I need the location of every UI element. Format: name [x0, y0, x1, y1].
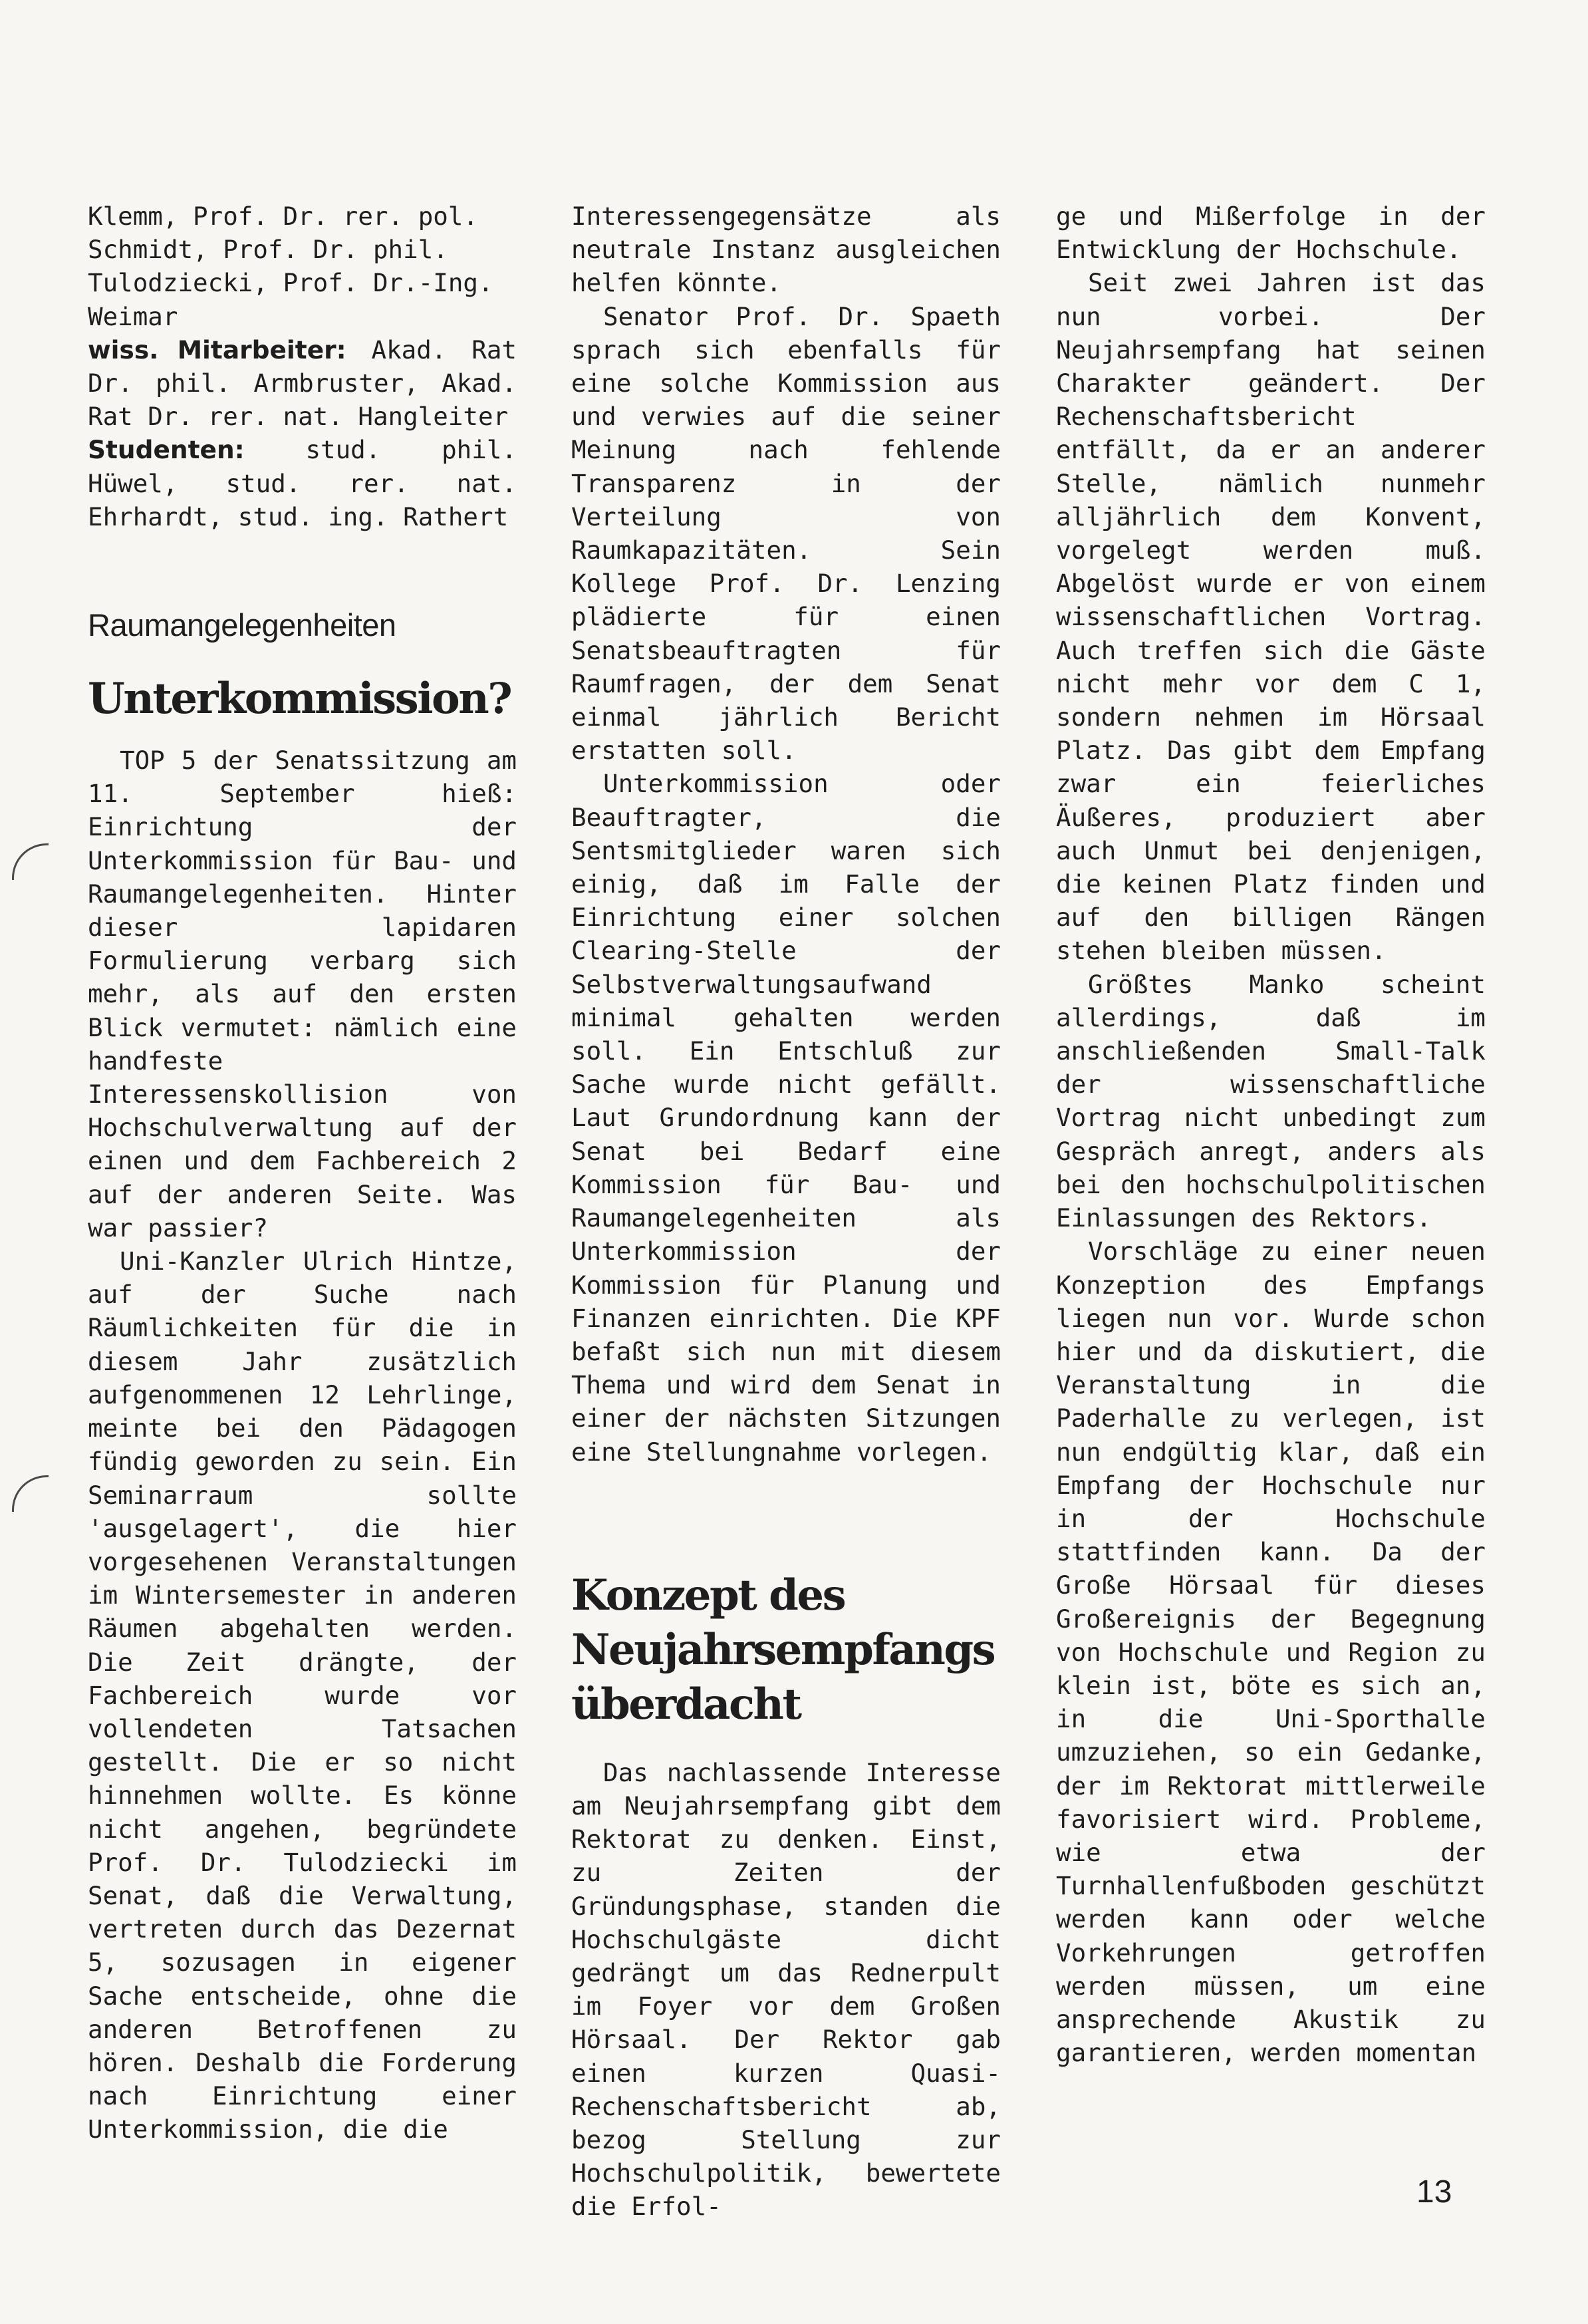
body-paragraph: Größtes Manko scheint allerdings, daß im anschließenden Small-Talk der wissenschaftliche Vortrag nicht unbedingt zum Gespräch anregt, anders als bei den hochschulpolitischen Einlassungen des Rektors.: [1056, 969, 1486, 1233]
students-paragraph: [88, 433, 517, 533]
body-paragraph: Seit zwei Jahren ist das nun vorbei. Der Neujahrsempfang hat seinen Charakter geändert. Der Rechenschaftsbericht entfällt, da er an anderer Stelle, nämlich nunmehr alljährlich dem Konvent, vorgelegt werden muß. Abgelöst wurde er von einem wissenschaftlichen Vortrag. Auch treffen sich die Gäste nicht mehr vor dem C 1, sondern nehmen im Hörsaal Platz. Das gibt dem Empfang zwar ein feierliches Äußeres, produziert aber auch Unmut bei denjenigen, die keinen Platz finden und auf den billigen Rängen stehen bleiben müssen.: [1056, 268, 1486, 966]
body-paragraph: Vorschläge zu einer neuen Konzeption des Empfangs liegen nun vor. Wurde schon hier und da diskutiert, die Veranstaltung in die Paderhalle zu verlegen, ist nun endgültig klar, daß ein Empfang der Hochschule nur in der Hochschule stattfinden kann. Da der Große Hörsaal für dieses Großereignis der Begegnung von Hochschule und Region zu klein ist, böte es sich an, in die Uni-Sporthalle umzuziehen, so ein Gedanke, der im Rektorat mittlerweile favorisiert wird. Probleme, wie etwa der Turnhallenfußboden geschützt werden kann oder welche Vorkehrungen getroffen werden müssen, um eine ansprechende Akustik zu garantieren, werden momentan: [1056, 1236, 1486, 2068]
body-paragraph: Senator Prof. Dr. Spaeth sprach sich ebenfalls für eine solche Kommission aus und verwies auf die seiner Meinung nach fehlende Transparenz in der Verteilung von Raumkapazitäten. Sein Kollege Prof. Dr. Lenzing plädierte für einen Senatsbeauftragten für Raumfragen, der dem Senat einmal jährlich Bericht erstatten soll.: [571, 301, 1001, 766]
body-paragraph: Uni-Kanzler Ulrich Hintze, auf der Suche nach Räumlichkeiten für die in diesem Jahr zusätzlich aufgenommenen 12 Lehrlinge, meinte bei den Pädagogen fündig geworden zu sein. Ein Seminarraum sollte 'ausgelagert', die hier vorgesehenen Veranstaltungen im Wintersemester in anderen Räumen abgehalten werden. Die Zeit drängte, der Fachbereich wurde vor vollendeten Tatsachen gestellt. Die er so nicht hinnehmen wollte. Es könne nicht angehen, begründete Prof. Dr. Tulodziecki im Senat, daß die Verwaltung, vertreten durch das Dezernat 5, sozusagen in eigener Sache entscheide, ohne die anderen Betroffenen zu hören. Deshalb die Forderung nach Einrichtung einer Unterkommission, die die: [88, 1246, 517, 2144]
students-text: stud. phil. Hüwel, stud. rer. nat. Ehrhardt, stud. ing. Rathert: [88, 435, 517, 531]
staff-paragraph: [88, 333, 517, 434]
students-label: Studenten:: [88, 435, 245, 465]
column-2: [571, 200, 1001, 2224]
headline-line: überdacht: [571, 1679, 801, 1729]
staff-label: wiss. Mitarbeiter:: [88, 335, 346, 364]
column-3: [1056, 200, 1486, 2069]
members-block: [88, 200, 517, 333]
member-line: Klemm, Prof. Dr. rer. pol.: [88, 202, 478, 231]
section-kicker: Raumangelegenheiten: [88, 607, 396, 643]
body-paragraph: TOP 5 der Senatssitzung am 11. September hieß: Einrichtung der Unterkommission für Bau- und Raumangelegenheiten. Hinter dieser lapidaren Formulierung verbarg sich mehr, als auf den ersten Blick vermutet: nämlich eine handfeste Interessenskollision von Hochschulverwaltung auf der einen und dem Fachbereich 2 auf der anderen Seite. Was war passier?: [88, 746, 517, 1242]
article-headline-2: [571, 1568, 1001, 1732]
member-line: Tulodziecki, Prof. Dr.-Ing.: [88, 268, 493, 298]
article-headline-1: Unterkommission?: [88, 674, 511, 724]
member-line: Weimar: [88, 301, 178, 331]
headline-line: Konzept des: [571, 1570, 845, 1620]
punch-hole-mark: [12, 1475, 49, 1512]
staff-text: Akad. Rat Dr. phil. Armbruster, Akad. Rat Dr. rer. nat. Hangleiter: [88, 335, 517, 432]
body-paragraph: ge und Mißerfolge in der Entwicklung der Hochschule.: [1056, 202, 1486, 265]
body-paragraph: Interessengegensätze als neutrale Instanz ausgleichen helfen könnte.: [571, 202, 1001, 298]
body-paragraph: Unterkommission oder Beauftragter, die Sentsmitglieder waren sich einig, daß im Falle der Einrichtung einer solchen Clearing-Stelle der Selbstverwaltungsaufwand minimal gehalten werden soll. Ein Entschluß zur Sache wurde nicht gefällt. Laut Grundordnung kann der Senat bei Bedarf eine Kommission für Bau- und Raumangelegenheiten als Unterkommission der Kommission für Planung und Finanzen einrichten. Die KPF befaßt sich nun mit diesem Thema und wird dem Senat in einer der nächsten Sitzungen eine Stellungnahme vorlegen.: [571, 769, 1001, 1467]
headline-line: Neujahrsempfangs: [571, 1624, 995, 1675]
body-paragraph: Das nachlassende Interesse am Neujahrsempfang gibt dem Rektorat zu denken. Einst, zu Zeiten der Gründungsphase, standen die Hochschulgäste dicht gedrängt um das Rednerpult im Foyer vor dem Großen Hörsaal. Der Rektor gab einen kurzen Quasi-Rechenschaftsbericht ab, bezog Stellung zur Hochschulpolitik, bewertete die Erfol-: [571, 1757, 1001, 2222]
member-line: Schmidt, Prof. Dr. phil.: [88, 235, 448, 265]
column-1: [88, 200, 517, 2146]
page-number: 13: [1416, 2174, 1452, 2210]
punch-hole-mark: [12, 843, 49, 880]
